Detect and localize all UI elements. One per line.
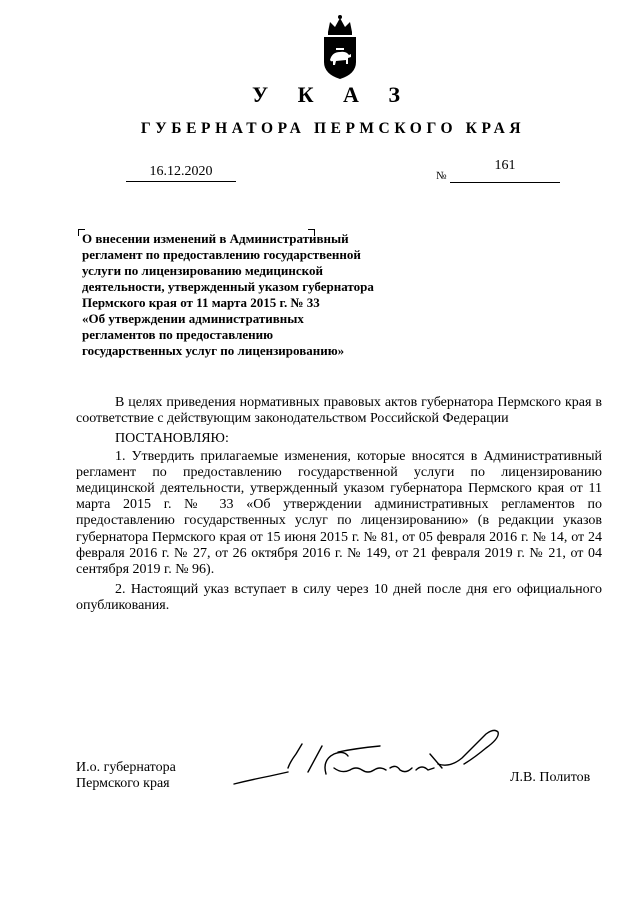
subject-line: Пермского края от 11 марта 2015 г. № 33 <box>82 295 320 310</box>
signer-position-line-2: Пермского края <box>76 776 170 791</box>
subject-line: деятельности, утвержденный указом губернатора <box>82 279 374 294</box>
preamble-paragraph: В целях приведения нормативных правовых актов губернатора Пермского края в соответствие с действующим законодательством Российской Федерации <box>76 395 602 427</box>
coat-of-arms-icon <box>318 12 362 82</box>
document-issuer: ГУБЕРНАТОРА ПЕРМСКОГО КРАЯ <box>140 120 526 137</box>
handwritten-signature <box>230 724 510 794</box>
number-sign: № <box>436 170 447 182</box>
decree-word: ПОСТАНОВЛЯЮ: <box>115 431 229 447</box>
signer-position <box>76 760 176 792</box>
signer-position-line-1: И.о. губернатора <box>76 760 176 775</box>
document-date: 16.12.2020 <box>126 164 236 182</box>
subject-line: регламент по предоставлению государственной <box>82 247 361 262</box>
subject-line: услуги по лицензированию медицинской <box>82 263 323 278</box>
subject-line: государственных услуг по лицензированию» <box>82 343 345 358</box>
subject-line: «Об утверждении административных <box>82 311 304 326</box>
subject-line: регламентов по предоставлению <box>82 327 274 342</box>
document-body <box>76 395 602 615</box>
signer-name: Л.В. Политов <box>510 770 591 785</box>
document-number: 161 <box>450 158 560 183</box>
document-title: У К А З <box>251 82 413 107</box>
document-subject <box>82 231 442 359</box>
decree-item-1: 1. Утвердить прилагаемые изменения, которые вносятся в Административный регламент по предоставлению государственной услуги по лицензированию медицинской деятельности, утвержденный указом губернатора Пермского края от 11 марта 2015 г. № 33 «Об утверждении административных регламентов по предоставлению государственных услуг по лицензированию» (в редакции указов губернатора Пермского края от 15 июня 2015 г. № 81, от 05 февраля 2016 г. № 14, от 24 февраля 2016 г. № 27, от 26 октября 2016 г. № 149, от 21 февраля 2019 г. № 21, от 04 сентября 2019 г. № 96). <box>76 448 602 578</box>
decree-item-2: 2. Настоящий указ вступает в силу через 10 дней после дня его официального опубликования. <box>76 582 602 614</box>
subject-line: О внесении изменений в Административный <box>82 231 349 246</box>
